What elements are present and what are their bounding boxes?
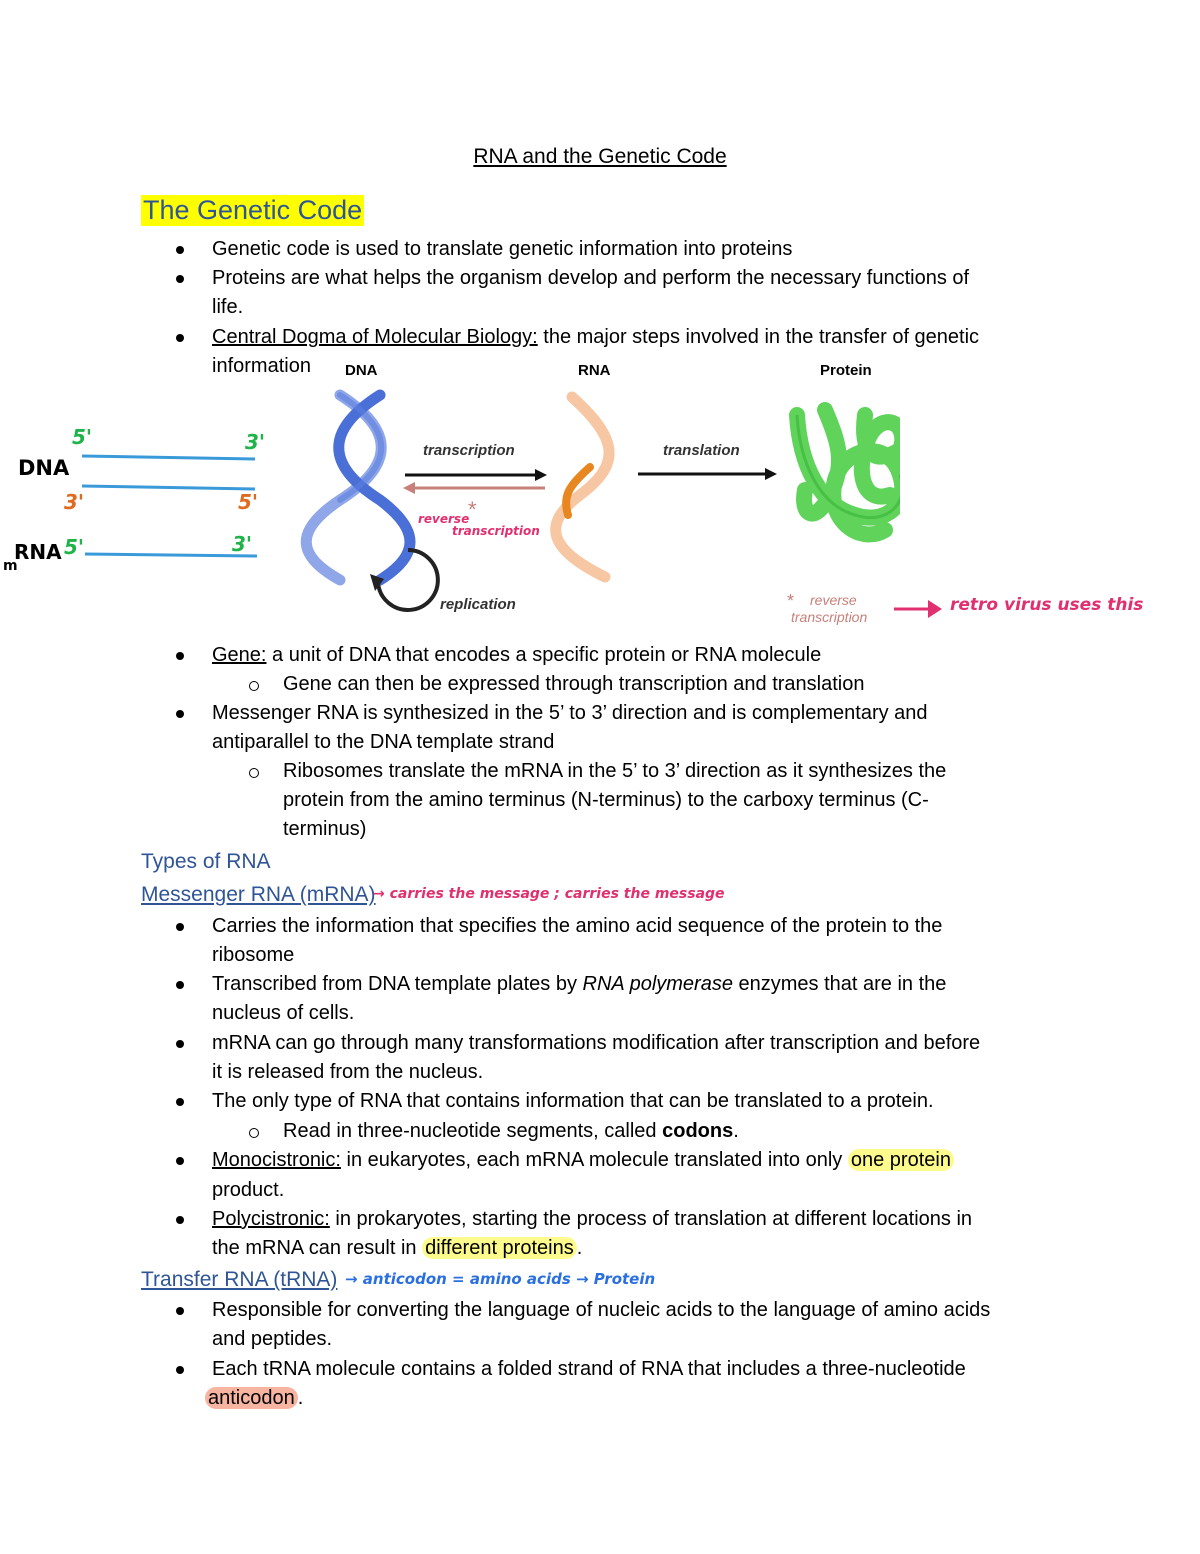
list-item-continuation: life. (212, 296, 244, 318)
list-item-continuation: it is released from the nucleus. (212, 1061, 484, 1083)
translation-label: translation (663, 442, 740, 459)
list-item-continuation: information (212, 355, 311, 377)
rna-strand-icon (556, 397, 609, 577)
text-run: . (576, 1237, 583, 1259)
term-monocistronic: Monocistronic: (212, 1149, 341, 1171)
section-heading-mrna: Messenger RNA (mRNA) (141, 883, 376, 906)
list-item-continuation: and peptides. (212, 1328, 333, 1350)
term-polycistronic: Polycistronic: (212, 1208, 330, 1230)
text-run: Transcribed from DNA template plates by (212, 973, 583, 995)
list-item: Carries the information that specifies the amino acid sequence of the protein to the (212, 912, 942, 941)
list-item-continuation (212, 1234, 582, 1263)
text-run: Read in three-nucleotide segments, called (283, 1120, 663, 1142)
text-run: in eukaryotes, each mRNA molecule translated into only (340, 1149, 848, 1171)
diagram-rna-label: RNA (578, 362, 611, 379)
footnote-star: * (787, 591, 795, 611)
term-rna-polymerase: RNA polymerase (582, 973, 733, 995)
text-run: in prokaryotes, starting the process of translation at different locations in (329, 1208, 973, 1230)
term-central-dogma: Central Dogma of Molecular Biology: (212, 326, 538, 348)
handwritten-trna-note: → anticodon = amino acids → Protein (345, 1270, 656, 1288)
mid-5-prime: 5' (238, 490, 259, 514)
list-item: Genetic code is used to translate genetic information into proteins (212, 235, 792, 264)
diagram-dna-label: DNA (345, 362, 378, 379)
term-codons: codons (662, 1120, 734, 1142)
bot-3-prime: 3' (232, 532, 253, 556)
list-item-continuation (205, 1384, 303, 1413)
text-run: . (297, 1387, 304, 1409)
page-title: RNA and the Genetic Code (473, 145, 727, 168)
list-item: Messenger RNA is synthesized in the 5’ to 3’ direction and is complementary and (212, 699, 928, 728)
text-run: . (733, 1120, 739, 1142)
side-mrna-label: RNA (14, 540, 62, 564)
top-5-prime: 5' (72, 425, 93, 449)
mid-3-prime: 3' (64, 490, 85, 514)
sub-list-item: Ribosomes translate the mRNA in the 5’ to 3’ direction as it synthesizes the (283, 757, 946, 786)
list-item-continuation: nucleus of cells. (212, 1002, 355, 1024)
list-item: mRNA can go through many transformations modification after transcription and before (212, 1029, 980, 1058)
text-run: enzymes that are in the (732, 973, 947, 995)
replication-label: replication (440, 596, 516, 613)
list-item-continuation: ribosome (212, 944, 295, 966)
handwritten-retro-virus-note: retro virus uses this (950, 595, 1144, 615)
sub-list-item-continuation: protein from the amino terminus (N-terminus) to the carboxy terminus (C- (283, 789, 929, 811)
sub-list-item-continuation: terminus) (283, 818, 367, 840)
term-definition: a unit of DNA that encodes a specific protein or RNA molecule (266, 644, 822, 666)
list-item (212, 1146, 954, 1175)
sub-list-item (283, 1117, 739, 1146)
transcription-arrow-icon (405, 469, 547, 481)
retro-arrow-icon (892, 598, 944, 620)
protein-icon (797, 410, 900, 534)
list-item: Responsible for converting the language of nucleic acids to the language of amino acids (212, 1296, 990, 1325)
diagram-protein-label: Protein (820, 362, 872, 379)
dna-helix-icon (306, 395, 410, 580)
side-dna-label: DNA (18, 456, 70, 480)
handwritten-reverse: reverse (418, 512, 470, 526)
handwritten-mrna-note: → carries the message ; carries the message (373, 886, 725, 902)
translation-arrow-icon (638, 468, 777, 480)
text-run: the mRNA can result in (212, 1237, 423, 1259)
footnote-reverse: reverse (810, 592, 857, 608)
list-item (212, 641, 821, 670)
list-item: Each tRNA molecule contains a folded strand of RNA that includes a three-nucleotide (212, 1355, 966, 1384)
sub-list-item: Gene can then be expressed through transcription and translation (283, 670, 864, 699)
highlight-one-protein: one protein (848, 1149, 954, 1171)
highlight-different-proteins: different proteins (422, 1237, 577, 1259)
reverse-transcription-arrow-icon (403, 482, 545, 494)
list-item: The only type of RNA that contains information that can be translated to a protein. (212, 1087, 934, 1116)
section-heading-genetic-code: The Genetic Code (143, 195, 363, 225)
side-mrna-m: m (3, 558, 18, 574)
list-item (212, 1205, 972, 1234)
list-item: Proteins are what helps the organism develop and perform the necessary functions of (212, 264, 969, 293)
list-item-continuation: antiparallel to the DNA template strand (212, 731, 555, 753)
list-item (212, 970, 946, 999)
section-heading-trna: Transfer RNA (tRNA) (141, 1268, 338, 1291)
section-heading-types-of-rna: Types of RNA (141, 850, 271, 873)
top-3-prime: 3' (245, 430, 266, 454)
term-definition: the major steps involved in the transfer of genetic (537, 326, 980, 348)
highlight-anticodon: anticodon (205, 1387, 298, 1409)
transcription-label: transcription (423, 442, 515, 459)
term-gene: Gene: (212, 644, 267, 666)
footnote-transcription: transcription (791, 609, 868, 625)
handwritten-transcription: transcription (452, 524, 540, 538)
list-item-continuation: product. (212, 1179, 285, 1201)
central-dogma-diagram (300, 355, 900, 630)
list-item (212, 323, 979, 352)
bot-5-prime: 5' (64, 535, 85, 559)
reverse-star-marker: * (468, 497, 477, 522)
